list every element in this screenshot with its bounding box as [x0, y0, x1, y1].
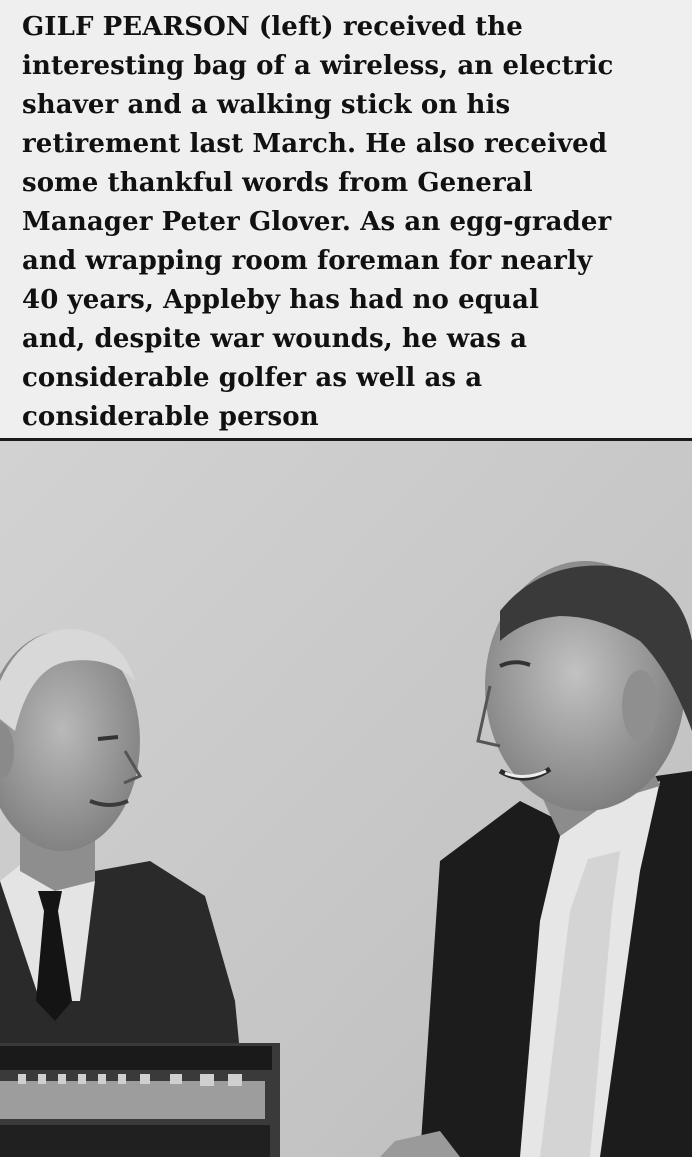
photograph: [0, 441, 692, 1157]
photo-drawing: [0, 441, 692, 1157]
wireless-radio: [0, 1043, 280, 1157]
caption-text: GILF PEARSON (left) received the interesting bag of a wireless, an electric shaver and a walking stick on his retirement last March. He also received some thankful words from General Manager Peter Glover. As an egg-grader and wrapping room foreman for nearly 40 years, Appleby has had no equal and, despite war wounds, he was a considerable golfer as well as a considerable person: [22, 12, 614, 432]
photo-caption: [0, 0, 692, 438]
